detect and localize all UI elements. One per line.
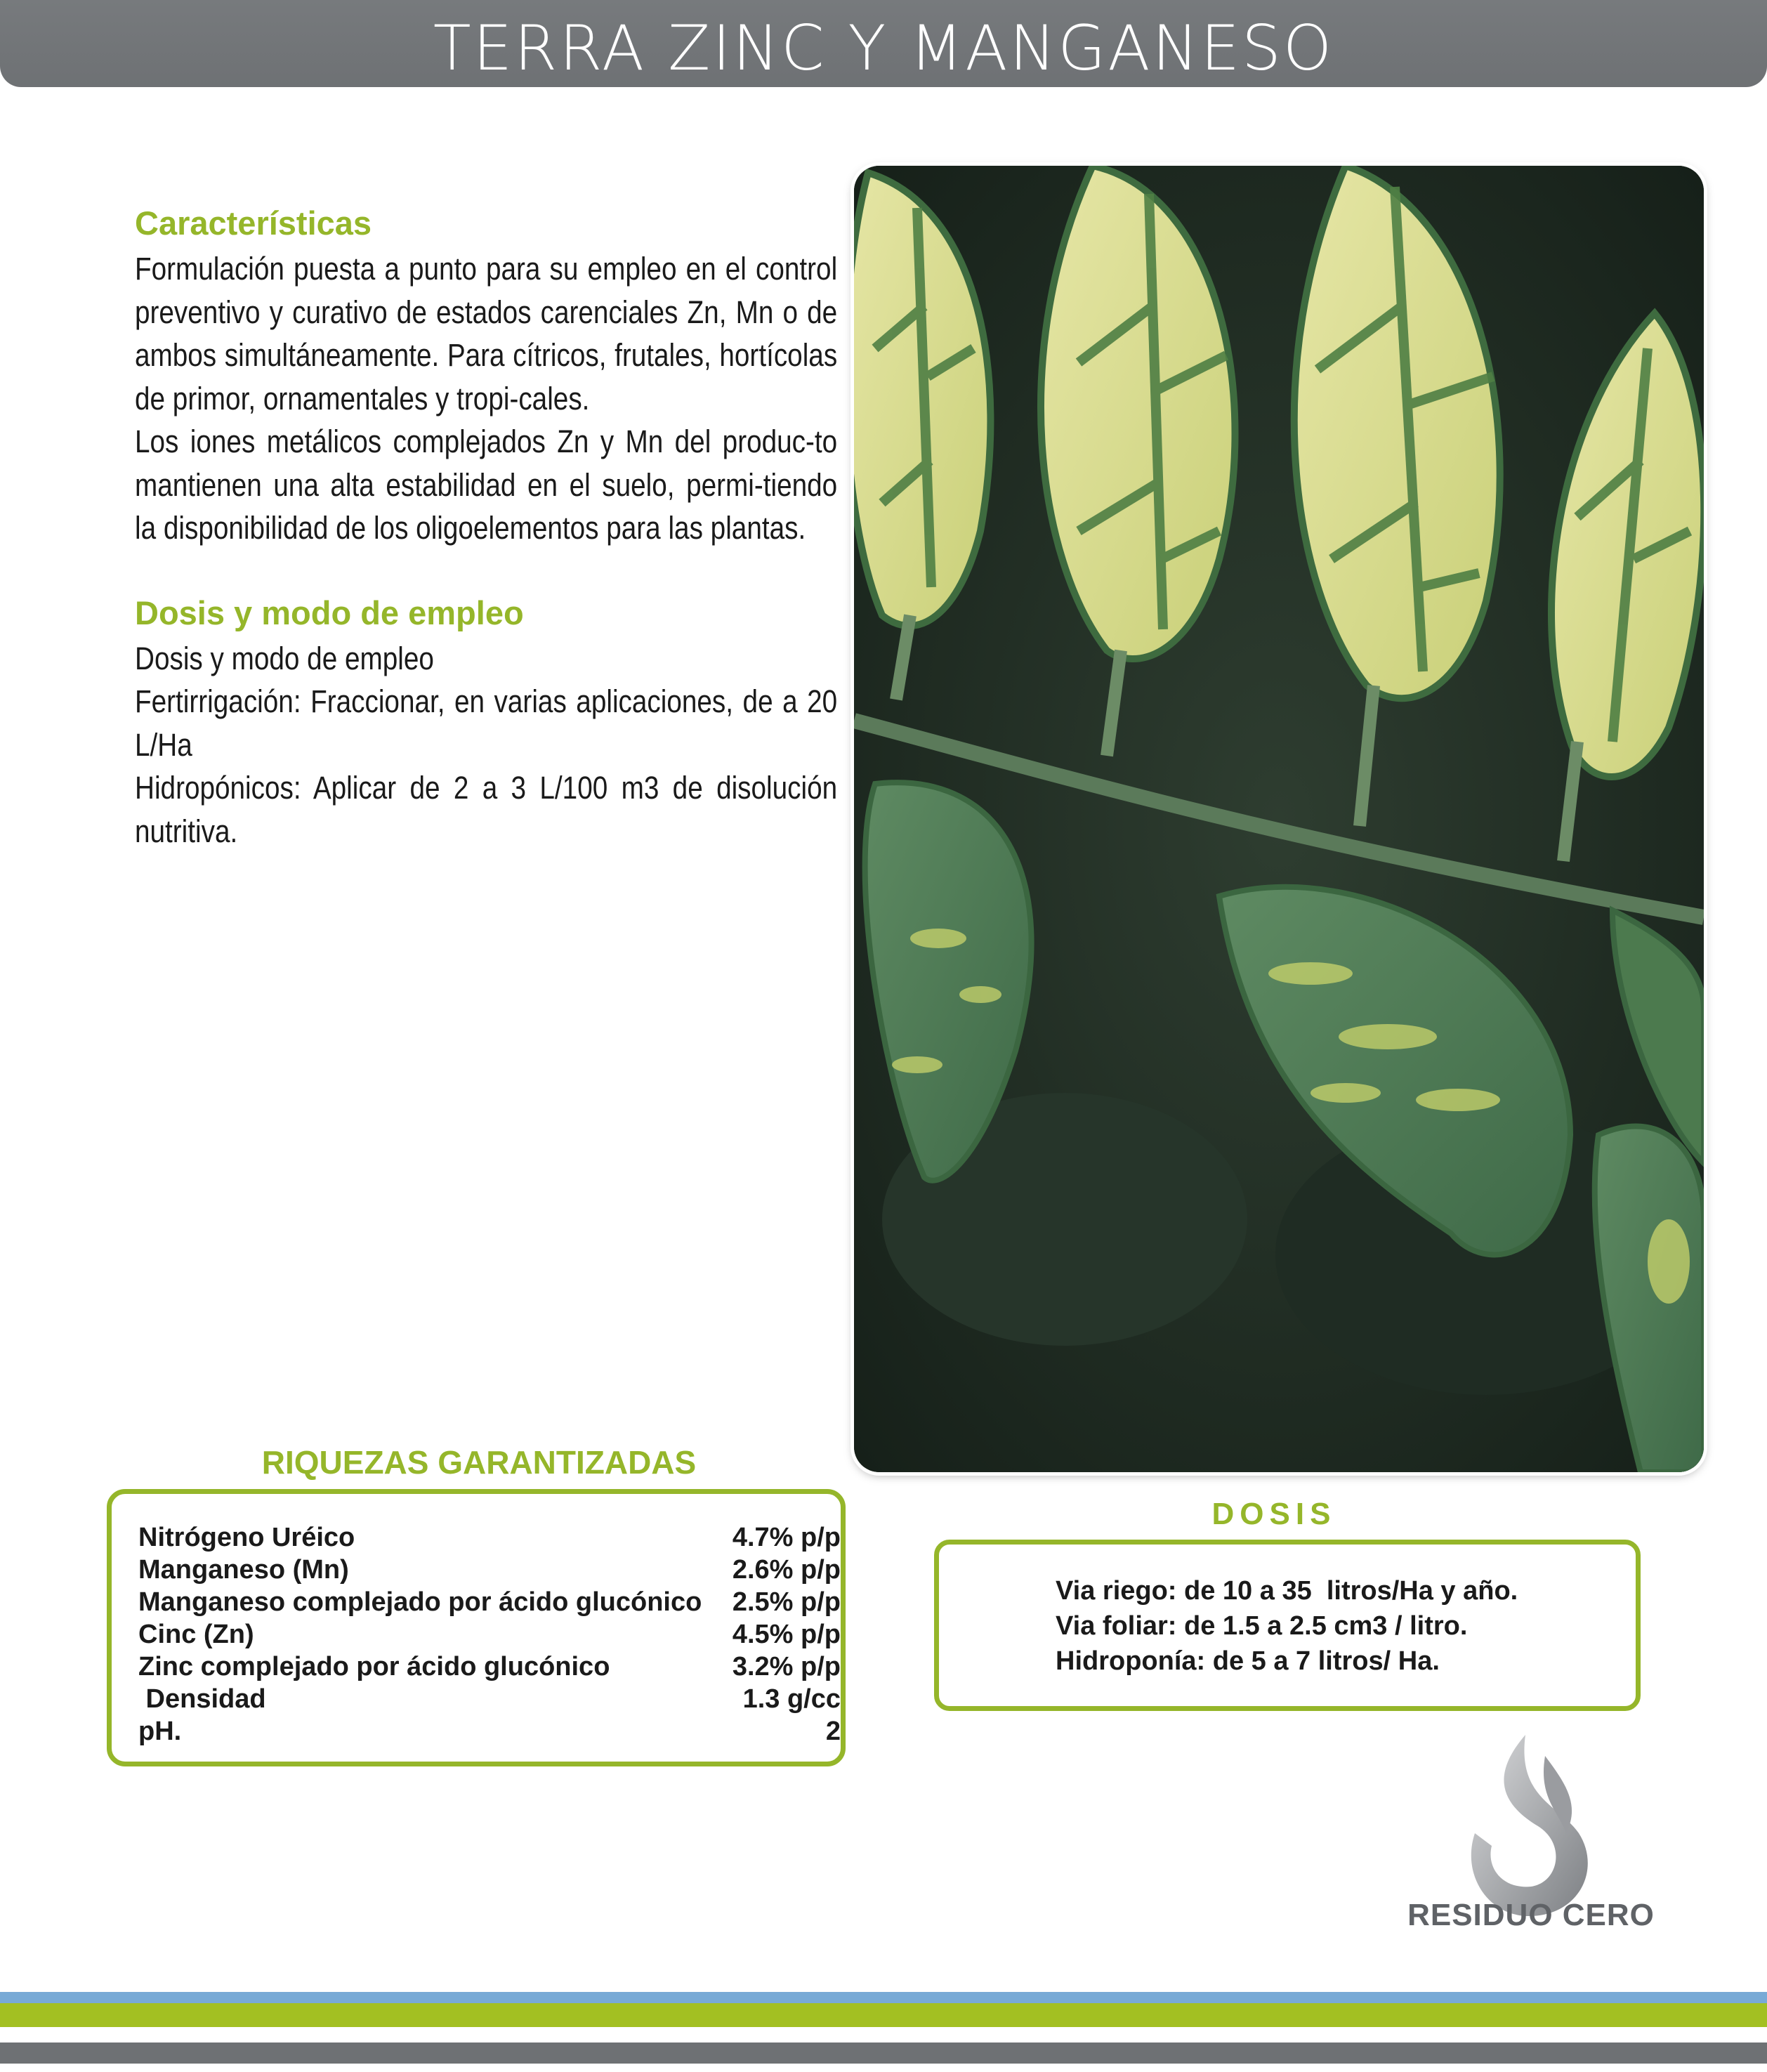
caracteristicas-paragraph-1: Formulación puesta a punto para su empleo en el control preventivo y curativo de estados carenciales Zn, Mn o de ambos simultáneamente. Para cítricos, frutales, hortícolas de primor, ornamentales y tropi-cales. (135, 251, 838, 417)
dosis-modo-line-2: Fertirrigación: Fraccionar, en varias aplicaciones, de a 20 L/Ha (135, 683, 838, 763)
brand-name: RESIDUO CERO (1407, 1898, 1655, 1932)
dosis-line: Hidroponía: de 5 a 7 litros/ Ha. (1056, 1646, 1440, 1676)
riquezas-label: Manganeso (Mn) (138, 1555, 349, 1585)
riquezas-title: RIQUEZAS GARANTIZADAS (261, 1444, 697, 1481)
riquezas-label: Densidad (138, 1684, 266, 1714)
riquezas-label: Cinc (Zn) (138, 1620, 254, 1649)
riquezas-value: 1.3 g/cc (742, 1684, 841, 1714)
leaf-photo (854, 166, 1704, 1472)
text-column (135, 202, 837, 853)
dosis-title: DOSIS (1211, 1497, 1336, 1531)
riquezas-label: Manganeso complejado por ácido glucónico (138, 1587, 702, 1617)
riquezas-label: Zinc complejado por ácido glucónico (138, 1652, 610, 1681)
dosis-box (934, 1540, 1641, 1711)
riquezas-value: 3.2% p/p (732, 1652, 841, 1681)
dosis-modo-line-3: Hidropónicos: Aplicar de 2 a 3 L/100 m3 de disolución nutritiva. (135, 770, 838, 849)
riquezas-value: 4.5% p/p (732, 1620, 841, 1649)
footer-stripe-green (0, 2003, 1767, 2027)
footer-stripe-gray (0, 2043, 1767, 2064)
residuo-cero-logo-icon (1461, 1728, 1601, 1925)
riquezas-value: 2 (825, 1717, 841, 1746)
header-bar (0, 0, 1767, 87)
riquezas-label: pH. (138, 1717, 182, 1746)
page-title: TERRA ZINC Y MANGANESO (433, 12, 1334, 84)
caracteristicas-paragraph-2: Los iones metálicos complejados Zn y Mn del produc-to mantienen una alta estabilidad en el suelo, permi-tiendo la disponibilidad de los oligoelementos para las plantas. (135, 424, 838, 546)
riquezas-label: Nitrógeno Uréico (138, 1523, 355, 1552)
dosis-line: Via riego: de 10 a 35 litros/Ha y año. (1056, 1576, 1518, 1606)
riquezas-value: 2.6% p/p (732, 1555, 841, 1585)
dosis-modo-heading: Dosis y modo de empleo (135, 594, 524, 631)
riquezas-value: 4.7% p/p (732, 1523, 841, 1552)
dosis-line: Via foliar: de 1.5 a 2.5 cm3 / litro. (1056, 1611, 1468, 1641)
riquezas-box (107, 1489, 846, 1766)
dosis-modo-line-1: Dosis y modo de empleo (135, 640, 434, 676)
riquezas-value: 2.5% p/p (732, 1587, 841, 1617)
footer-stripe-blue (0, 1992, 1767, 2003)
caracteristicas-heading: Características (135, 204, 372, 242)
